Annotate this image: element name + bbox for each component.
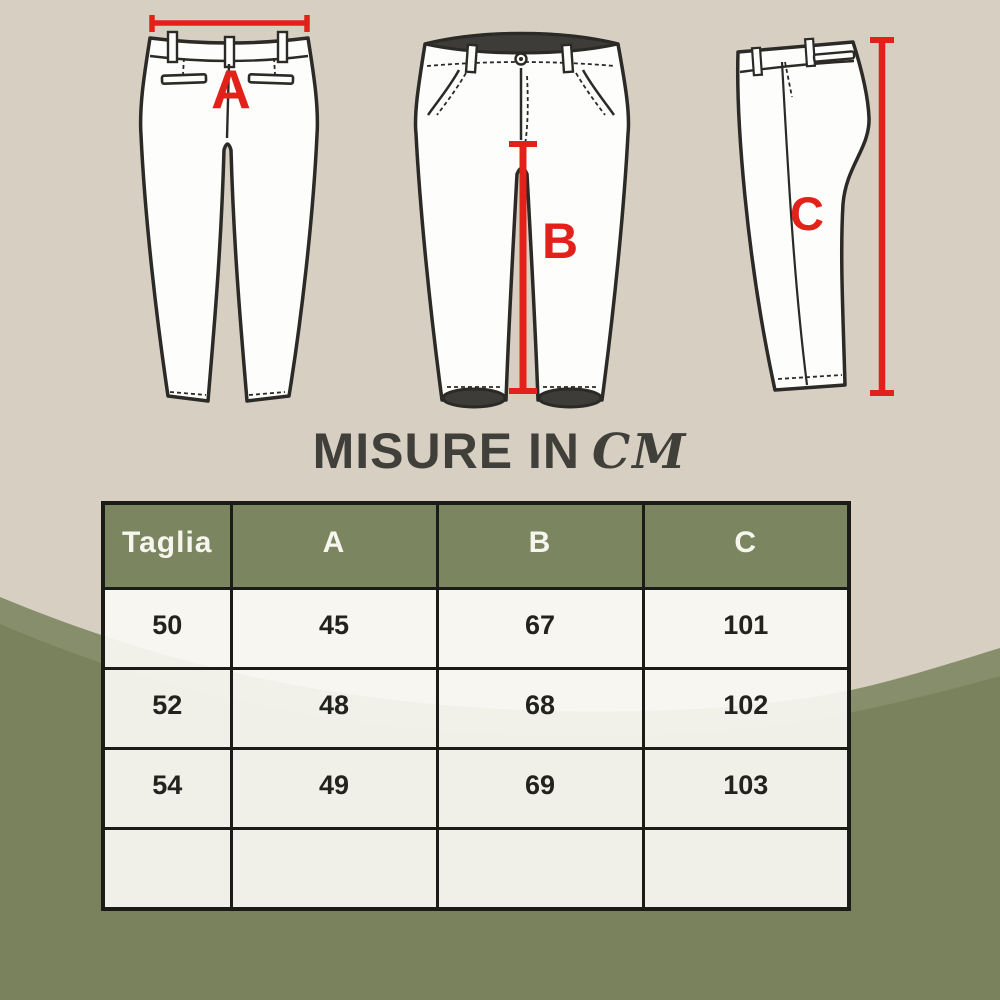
table-row (103, 669, 849, 749)
cell-c: 101 (643, 589, 849, 669)
cell-b: 67 (437, 589, 643, 669)
cell-b: 69 (437, 749, 643, 829)
dimension-line-a (152, 15, 307, 32)
measure-label-a: A (211, 58, 251, 120)
pants-front-view-illustration (403, 18, 635, 410)
table-row (103, 589, 849, 669)
header-b: B (437, 503, 643, 589)
measure-label-b: B (541, 213, 579, 269)
size-table-header-row (103, 503, 849, 589)
cell-size: 50 (103, 589, 231, 669)
cell-a: 45 (231, 589, 437, 669)
cell-a (231, 829, 437, 910)
header-taglia: Taglia (103, 503, 231, 589)
cell-b: 68 (437, 669, 643, 749)
title-text: MISURE IN (312, 423, 580, 479)
page-title (0, 422, 1000, 480)
waist-button (516, 54, 527, 65)
cell-c (643, 829, 849, 910)
header-c: C (643, 503, 849, 589)
title-unit: CM (592, 424, 688, 480)
cell-a: 49 (231, 749, 437, 829)
cell-b (437, 829, 643, 910)
cell-size: 52 (103, 669, 231, 749)
header-a: A (231, 503, 437, 589)
cell-a: 48 (231, 669, 437, 749)
waist-opening (425, 34, 618, 54)
cell-c: 103 (643, 749, 849, 829)
cell-c: 102 (643, 669, 849, 749)
cell-size: 54 (103, 749, 231, 829)
measure-label-c: C (790, 187, 824, 240)
dimension-line-c (870, 40, 894, 393)
size-table (101, 501, 851, 911)
table-row-empty (103, 829, 849, 910)
cell-size (103, 829, 231, 910)
table-row (103, 749, 849, 829)
